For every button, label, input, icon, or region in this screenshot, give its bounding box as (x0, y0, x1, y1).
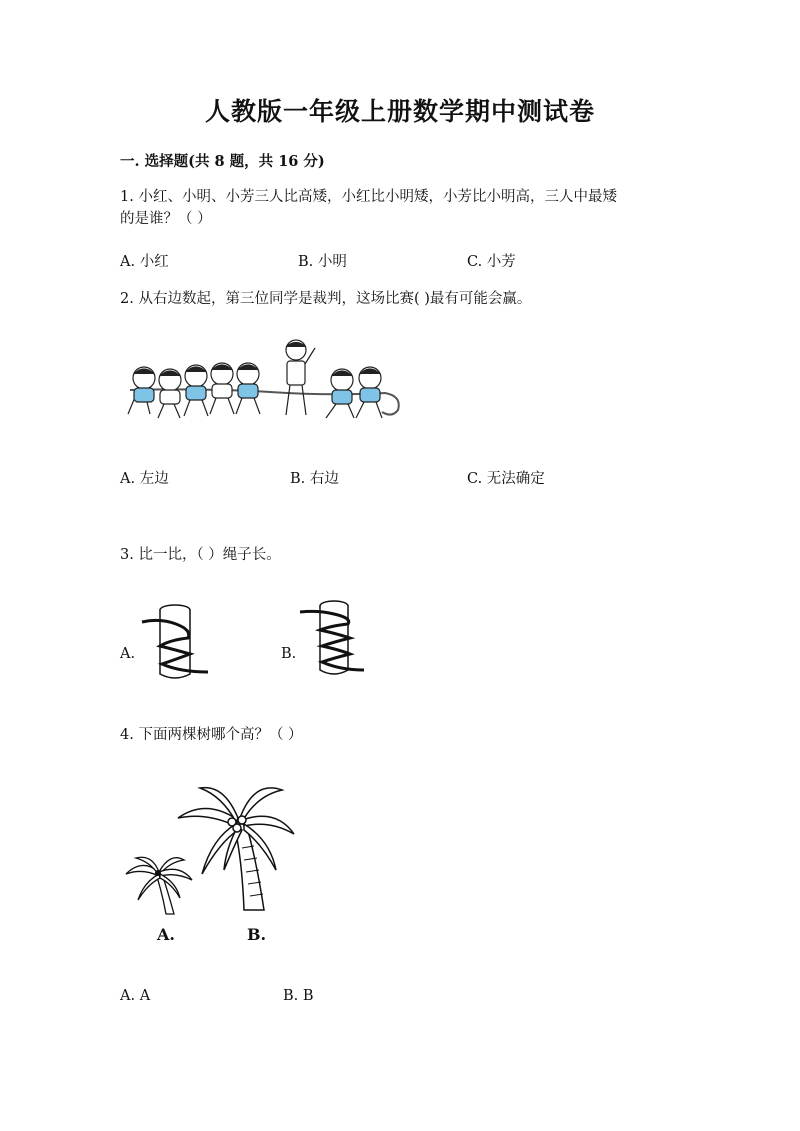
question-1-line-1: 1. 小红、小明、小芳三人比高矮，小红比小明矮，小芳比小明高，三人中最矮 (120, 189, 617, 205)
page-title: 人教版一年级上册数学期中测试卷 (204, 97, 595, 126)
tall-palm-tree-illustration (172, 778, 297, 918)
question-1-option-b: B. 小明 (298, 254, 347, 270)
question-3-option-a: A. (120, 646, 136, 662)
question-1-option-c: C. 小芳 (467, 254, 516, 270)
rope-cylinder-b-illustration (300, 598, 375, 680)
question-1-option-a: A. 小红 (120, 254, 169, 270)
tree-label-b: B. (247, 925, 267, 944)
question-3-option-b: B. (281, 646, 297, 662)
question-2-option-a: A. 左边 (120, 471, 169, 487)
question-4-option-a: A. A (120, 988, 151, 1004)
question-4-option-b: B. B (283, 988, 314, 1004)
question-1-line-2: 的是谁？（ ） (120, 211, 212, 227)
question-3-text: 3. 比一比，（ ）绳子长。 (120, 547, 281, 563)
rope-cylinder-a-illustration (140, 602, 215, 684)
question-2-option-c: C. 无法确定 (467, 471, 545, 487)
question-4-text: 4. 下面两棵树哪个高？（ ） (120, 727, 303, 743)
question-2-text: 2. 从右边数起，第三位同学是裁判，这场比赛( )最有可能会赢。 (120, 291, 532, 307)
tug-of-war-illustration (120, 338, 410, 430)
section-heading: 一. 选择题(共 8 题，共 16 分) (120, 153, 325, 170)
question-2-option-b: B. 右边 (290, 471, 339, 487)
tree-label-a: A. (157, 925, 175, 944)
